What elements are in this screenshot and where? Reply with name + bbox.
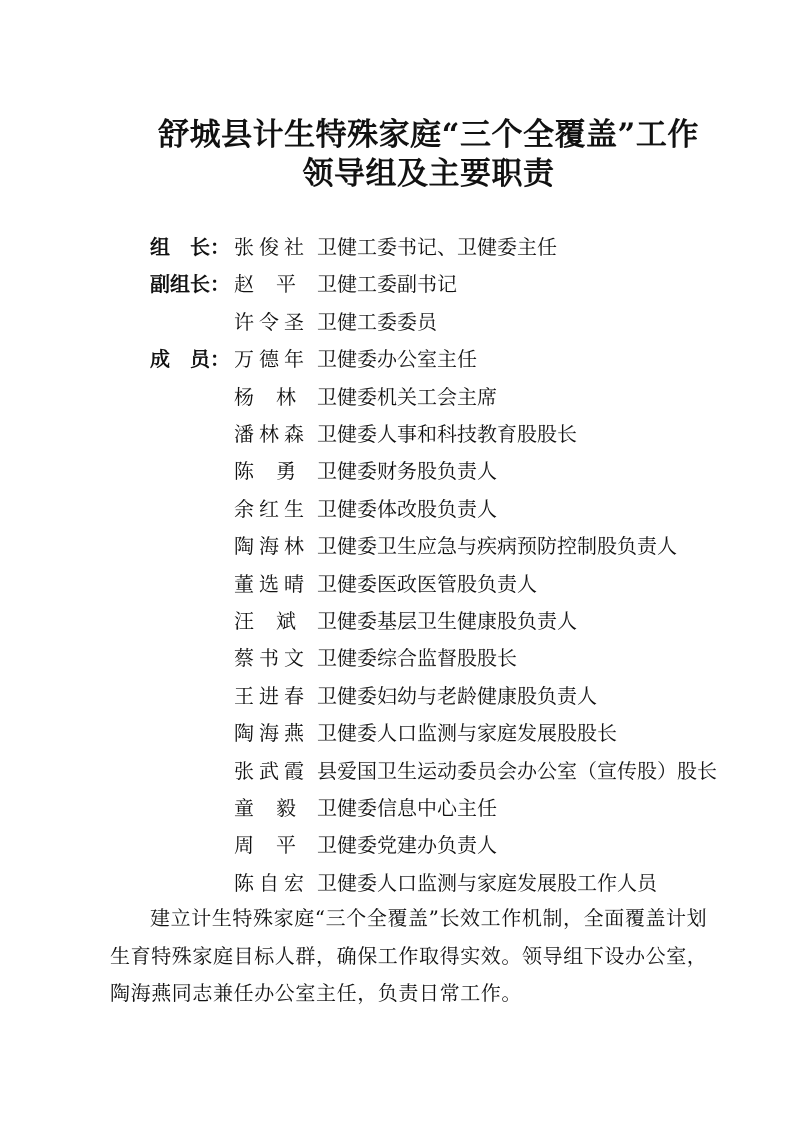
member-name: 杨林	[234, 384, 296, 409]
member-duty: 卫健委妇幼与老龄健康股负责人	[317, 683, 597, 708]
member-name: 陈自宏	[234, 870, 304, 895]
member-name: 董选晴	[234, 571, 304, 596]
member-duty: 县爱国卫生运动委员会办公室（宣传股）股长	[317, 758, 717, 783]
member-name: 童毅	[234, 796, 296, 820]
member-name: 周平	[234, 833, 296, 858]
member-duty: 卫健委财务股负责人	[317, 459, 497, 484]
member-name: 赵平	[234, 272, 296, 297]
member-duty: 卫健委体改股负责人	[317, 496, 497, 521]
title-line-2: 领导组及主要职责	[302, 156, 555, 192]
member-name: 万德年	[234, 347, 304, 372]
member-duty: 卫健委机关工会主席	[317, 384, 497, 409]
member-name: 张武霞	[234, 758, 304, 783]
member-name: 汪斌	[234, 609, 296, 633]
closing-paragraph: 建立计生特殊家庭“三个全覆盖”长效工作机制，全面覆盖计划生育特殊家庭目标人群，确保工作取得实效。领导组下设办公室，陶海燕同志兼任办公室主任，负责日常工作。	[110, 906, 708, 1005]
member-duty: 卫健委医政医管股负责人	[317, 571, 537, 596]
role-label: 组 长：	[150, 235, 230, 259]
title-line-1: 舒城县计生特殊家庭“三个全覆盖”工作	[158, 117, 699, 153]
member-duty: 卫健工委委员	[317, 309, 437, 334]
member-duty: 卫健委党建办负责人	[317, 833, 497, 858]
member-duty: 卫健委人口监测与家庭发展股工作人员	[317, 870, 657, 895]
member-name: 张俊社	[234, 235, 304, 259]
member-duty: 卫健委卫生应急与疾病预防控制股负责人	[317, 534, 677, 559]
member-duty: 卫健委信息中心主任	[317, 796, 497, 820]
member-name: 陶海燕	[234, 721, 304, 746]
member-duty: 卫健工委书记、卫健委主任	[317, 235, 557, 259]
role-label: 成 员：	[150, 347, 230, 372]
member-duty: 卫健委人口监测与家庭发展股股长	[317, 721, 617, 746]
member-name: 许令圣	[234, 309, 304, 334]
member-name: 蔡书文	[234, 646, 304, 671]
member-duty: 卫健工委副书记	[317, 272, 457, 297]
member-name: 陈勇	[234, 459, 296, 484]
role-label: 副组长：	[150, 272, 230, 297]
member-name: 王进春	[234, 683, 304, 708]
member-duty: 卫健委办公室主任	[317, 347, 477, 372]
member-name: 陶海林	[234, 534, 304, 559]
member-duty: 卫健委人事和科技教育股股长	[317, 422, 577, 446]
member-name: 余红生	[234, 496, 304, 521]
member-duty: 卫健委基层卫生健康股负责人	[317, 609, 577, 633]
member-name: 潘林森	[234, 422, 304, 446]
member-duty: 卫健委综合监督股股长	[317, 646, 517, 671]
